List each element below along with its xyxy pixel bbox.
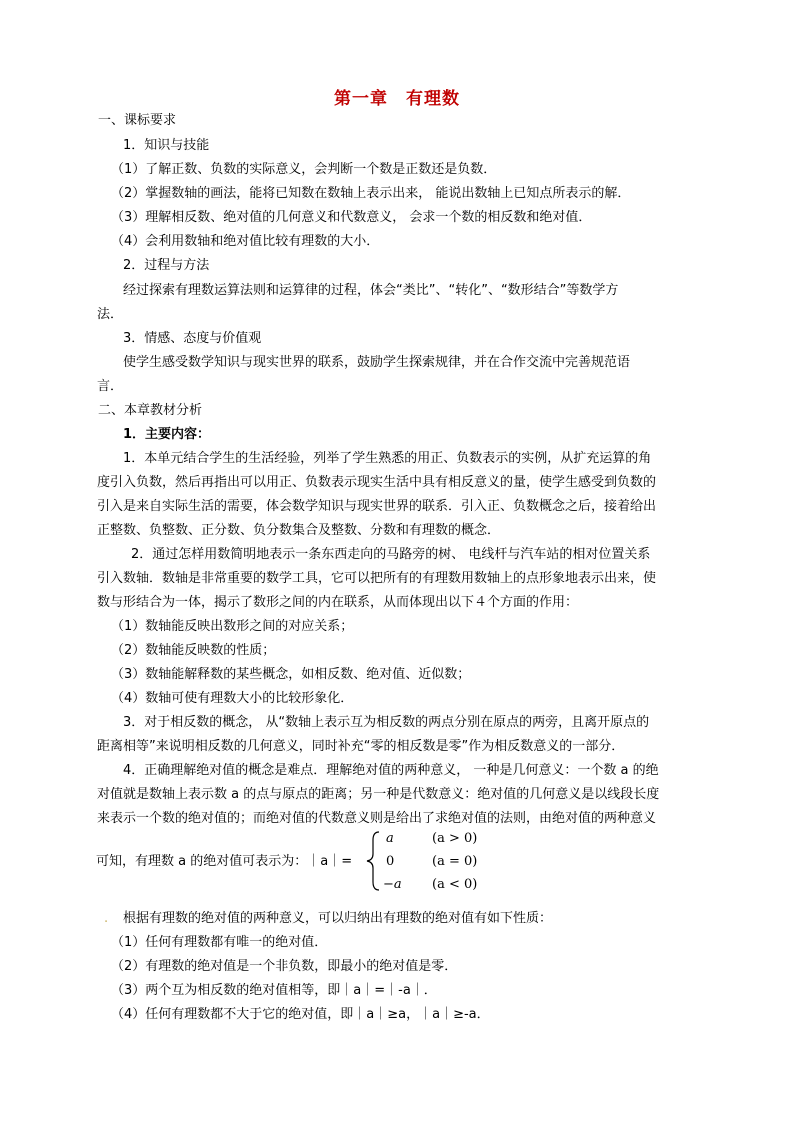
list-item: （1）任何有理数都有唯一的绝对值． xyxy=(111,935,328,950)
list-item: （4）任何有理数都不大于它的绝对值，即｜a｜≥a，｜a｜≥-a． xyxy=(111,1007,490,1022)
paragraph-line: 1．本单元结合学生的生活经验，列举了学生熟悉的用正、负数表示的实例，从扩充运算的角 xyxy=(123,451,652,466)
case-condition: (a = 0) xyxy=(432,854,478,869)
list-item: （3）理解相反数、绝对值的几何意义和代数意义， 会求一个数的相反数和绝对值． xyxy=(111,210,592,225)
paragraph-line: 根据有理数的绝对值的两种意义，可以归纳出有理数的绝对值有如下性质： xyxy=(123,911,553,926)
list-item: （1）了解正数、负数的实际意义，会判断一个数是正数还是负数． xyxy=(111,162,497,177)
paragraph-line: 3．对于相反数的概念， 从“数轴上表示互为相反数的两点分别在原点的两旁，且离开原点的 xyxy=(123,715,650,730)
paragraph-line: 对值就是数轴上表示数 a 的点与原点的距离；另一种是代数意义：绝对值的几何意义是以线段长度 xyxy=(97,787,660,802)
subsection-heading: 2．过程与方法 xyxy=(123,258,210,273)
paragraph-line: 使学生感受数学知识与现实世界的联系，鼓励学生探索规律，并在合作交流中完善规范语 xyxy=(123,355,631,370)
case-expr: −a xyxy=(383,877,402,892)
case-condition: (a < 0) xyxy=(432,877,478,892)
case-condition: (a > 0) xyxy=(432,831,478,846)
paragraph-line: 4．正确理解绝对值的概念是难点．理解绝对值的两种意义， 一种是几何意义：一个数 a 的绝 xyxy=(123,763,659,778)
list-item: （1）数轴能反映出数形之间的对应关系； xyxy=(111,619,354,634)
section-heading-2: 二、本章教材分析 xyxy=(98,403,203,418)
paragraph-line: 正整数、负整数、正分数、负分数集合及整数、分数和有理数的概念． xyxy=(97,523,501,538)
section-heading-1: 一、课标要求 xyxy=(98,113,177,128)
subsection-heading: 1．知识与技能 xyxy=(123,138,210,153)
case-expr: a xyxy=(386,831,394,846)
chapter-title: 第一章 有理数 xyxy=(334,89,460,109)
paragraph-line: 引入是来自实际生活的需要，体会数学知识与现实世界的联系．引入正、负数概念之后，接着给出 xyxy=(97,499,657,514)
paragraph-line: 言． xyxy=(97,379,124,394)
list-item: （3）两个互为相反数的绝对值相等，即｜a｜=｜-a｜． xyxy=(111,983,437,998)
list-item: （4）数轴可使有理数大小的比较形象化． xyxy=(111,691,354,706)
paragraph-line: 引入数轴．数轴是非常重要的数学工具，它可以把所有的有理数用数轴上的点形象地表示出来，使 xyxy=(97,571,657,586)
list-item: （3）数轴能解释数的某些概念，如相反数、绝对值、近似数； xyxy=(111,667,471,682)
bold-subheading: 1．主要内容： xyxy=(123,427,211,442)
subsection-heading: 3．情感、态度与价值观 xyxy=(123,331,262,346)
paragraph-line: 度引入负数，然后再指出可以用正、负数表示现实生活中具有相反意义的量，使学生感受到负数的 xyxy=(97,475,657,490)
paragraph-line: 法． xyxy=(97,307,124,322)
list-item: （2）有理数的绝对值是一个非负数，即最小的绝对值是零． xyxy=(111,959,458,974)
paragraph-line: 经过探索有理数运算法则和运算律的过程，体会“类比”、“转化”、“数形结合”等数学方 xyxy=(123,283,619,298)
decorative-dot: . xyxy=(104,911,109,926)
paragraph-line: 来表示一个数的绝对值的；而绝对值的代数意义则是给出了求绝对值的法则，由绝对值的两种意义 xyxy=(97,811,657,826)
absolute-value-formula xyxy=(0,820,794,900)
paragraph-line: 距离相等”来说明相反数的几何意义，同时补充“零的相反数是零”作为相反数意义的一部分． xyxy=(97,739,625,754)
paragraph-line: 数与形结合为一体，揭示了数形之间的内在联系，从而体现出以下４个方面的作用： xyxy=(97,595,579,610)
paragraph-line: 2．通过怎样用数简明地表示一条东西走向的马路旁的树、 电线杆与汽车站的相对位置关系 xyxy=(131,547,651,562)
case-expr: 0 xyxy=(386,854,395,869)
list-item: （2）掌握数轴的画法，能将已知数在数轴上表示出来， 能说出数轴上已知点所表示的解． xyxy=(111,186,631,201)
list-item: （2）数轴能反映数的性质； xyxy=(111,643,276,658)
formula-lead-text: 可知，有理数 a 的绝对值可表示为：｜a｜= xyxy=(96,854,353,869)
list-item: （4）会利用数轴和绝对值比较有理数的大小． xyxy=(111,234,380,249)
piecewise-brace-graphic xyxy=(0,820,794,900)
